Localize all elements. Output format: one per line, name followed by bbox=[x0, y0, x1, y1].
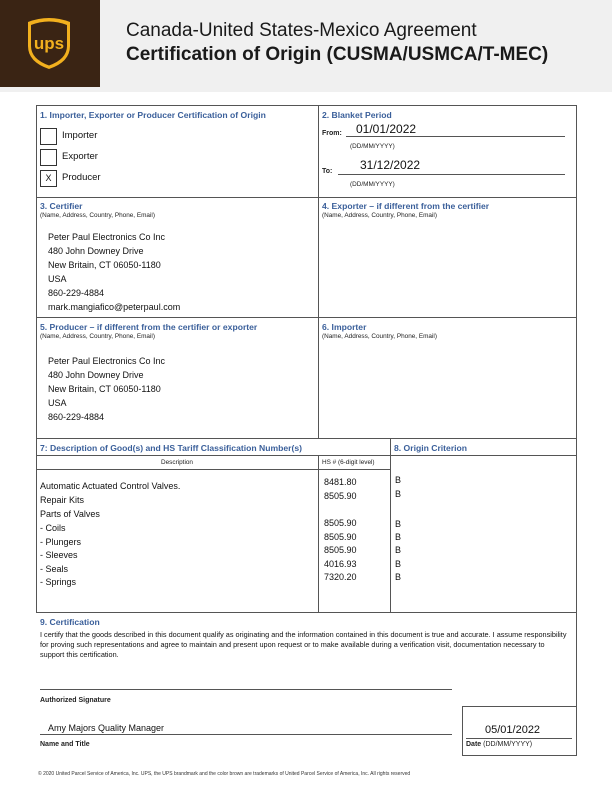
date-box-bottom bbox=[462, 755, 577, 756]
section-8-title: 8. Origin Criterion bbox=[394, 443, 468, 453]
hs-code: 7320.20 bbox=[324, 572, 357, 582]
hs-code: 8505.90 bbox=[324, 545, 357, 555]
section-1-title: 1. Importer, Exporter or Producer Certification of Origin bbox=[40, 110, 266, 120]
section-6-title: 6. Importer bbox=[322, 322, 367, 332]
name-title-line bbox=[40, 734, 452, 735]
date-label-text: Date bbox=[466, 741, 482, 748]
name-title-field[interactable]: Amy Majors Quality Manager bbox=[48, 723, 165, 733]
certifier-line: USA bbox=[48, 274, 67, 284]
origin-criterion: B bbox=[395, 532, 402, 542]
divider-col-8 bbox=[390, 438, 391, 612]
divider-colheads-7 bbox=[36, 469, 391, 470]
exporter-checkbox[interactable] bbox=[40, 149, 57, 166]
ups-logo bbox=[0, 0, 100, 87]
certifier-line: 480 John Downey Drive bbox=[48, 246, 144, 256]
origin-criterion: B bbox=[395, 559, 402, 569]
producer-label: Producer bbox=[62, 172, 101, 183]
hs-code: 8481.80 bbox=[324, 477, 357, 487]
section-4-subtitle: (Name, Address, Country, Phone, Email) bbox=[322, 212, 437, 219]
form-border-left bbox=[36, 105, 37, 612]
section-9-title: 9. Certification bbox=[40, 617, 100, 627]
producer-line: Peter Paul Electronics Co Inc bbox=[48, 356, 166, 366]
origin-criterion: B bbox=[395, 545, 402, 555]
section-5-title: 5. Producer – if different from the certifier or exporter bbox=[40, 322, 258, 332]
section-3-title: 3. Certifier bbox=[40, 201, 83, 211]
section-7-title: 7: Description of Good(s) and HS Tariff Classification Number(s) bbox=[40, 443, 302, 453]
signature-label: Authorized Signature bbox=[40, 697, 111, 704]
to-label: To: bbox=[322, 168, 333, 175]
certification-statement: I certify that the goods described in this document qualify as originating and the information contained in this document is true and accurate. I assume responsibility for proving such representations and agree to maintain and present upon request or to make available during a verification visit, documentation necessary to support this certification. bbox=[40, 630, 567, 659]
producer-checkbox[interactable]: X bbox=[40, 170, 57, 187]
certification-date-field[interactable]: 05/01/2022 bbox=[485, 724, 541, 736]
certifier-line: Peter Paul Electronics Co Inc bbox=[48, 232, 166, 242]
date-box-left bbox=[462, 706, 463, 756]
description-item: - Plungers bbox=[40, 537, 82, 547]
copyright-footer: © 2020 United Parcel Service of America, Inc. UPS, the UPS brandmark and the color brown are trademarks of United Parcel Service of America, Inc. All rights reserved bbox=[38, 771, 411, 777]
from-date-format: (DD/MM/YYYY) bbox=[350, 143, 395, 150]
to-underline bbox=[338, 174, 565, 175]
signature-line bbox=[40, 689, 452, 690]
description-item: - Sleeves bbox=[40, 550, 78, 560]
certifier-line: 860-229-4884 bbox=[48, 288, 105, 298]
hs-code: 8505.90 bbox=[324, 518, 357, 528]
importer-label: Importer bbox=[62, 130, 98, 141]
date-underline bbox=[466, 738, 572, 739]
certifier-line: New Britain, CT 06050-1180 bbox=[48, 260, 161, 270]
divider-row-1 bbox=[36, 197, 577, 198]
description-item: - Seals bbox=[40, 564, 69, 574]
divider-row-2 bbox=[36, 317, 577, 318]
date-label-format: (DD/MM/YYYY) bbox=[483, 741, 533, 748]
divider-col-mid bbox=[318, 105, 319, 439]
divider-row-4 bbox=[36, 612, 577, 613]
page-header bbox=[0, 0, 612, 92]
date-box-top bbox=[462, 706, 577, 707]
divider-header-7 bbox=[36, 455, 577, 456]
section-5-subtitle: (Name, Address, Country, Phone, Email) bbox=[40, 333, 155, 340]
date-label bbox=[466, 741, 532, 748]
form-border-right bbox=[576, 105, 577, 706]
from-underline bbox=[346, 136, 565, 137]
certifier-line: mark.mangiafico@peterpaul.com bbox=[48, 302, 181, 312]
title-line-2: Certification of Origin (CUSMA/USMCA/T-MEC) bbox=[126, 44, 549, 65]
logo-text: ups bbox=[33, 34, 65, 53]
description-item: Repair Kits bbox=[40, 495, 85, 505]
form-border-top bbox=[36, 105, 577, 106]
divider-row-3 bbox=[36, 438, 577, 439]
producer-line: USA bbox=[48, 398, 67, 408]
description-item: Automatic Actuated Control Valves. bbox=[40, 481, 181, 491]
description-item: - Springs bbox=[40, 577, 77, 587]
section-2-title: 2. Blanket Period bbox=[322, 110, 392, 120]
to-date-field[interactable]: 31/12/2022 bbox=[360, 158, 421, 172]
description-item: Parts of Valves bbox=[40, 509, 100, 519]
section-3-subtitle: (Name, Address, Country, Phone, Email) bbox=[40, 212, 155, 219]
title-line-1: Canada-United States-Mexico Agreement bbox=[126, 20, 477, 41]
hs-column-header: HS # (6-digit level) bbox=[322, 459, 375, 466]
from-label: From: bbox=[322, 130, 342, 137]
divider-col-hs bbox=[318, 455, 319, 612]
producer-line: 860-229-4884 bbox=[48, 412, 105, 422]
to-date-format: (DD/MM/YYYY) bbox=[350, 181, 395, 188]
section-4-title: 4. Exporter – if different from the certifier bbox=[322, 201, 490, 211]
name-title-label: Name and Title bbox=[40, 741, 90, 748]
hs-code: 4016.93 bbox=[324, 559, 357, 569]
origin-criterion: B bbox=[395, 475, 402, 485]
ups-shield-icon bbox=[26, 16, 72, 70]
origin-criterion: B bbox=[395, 489, 402, 499]
importer-checkbox[interactable] bbox=[40, 128, 57, 145]
section-6-subtitle: (Name, Address, Country, Phone, Email) bbox=[322, 333, 437, 340]
description-item: - Coils bbox=[40, 523, 66, 533]
date-box-right bbox=[576, 706, 577, 756]
from-date-field[interactable]: 01/01/2022 bbox=[356, 122, 417, 136]
hs-code: 8505.90 bbox=[324, 491, 357, 501]
origin-criterion: B bbox=[395, 519, 402, 529]
producer-line: 480 John Downey Drive bbox=[48, 370, 144, 380]
description-column-header: Description bbox=[161, 459, 193, 466]
hs-code: 8505.90 bbox=[324, 532, 357, 542]
origin-criterion: B bbox=[395, 572, 402, 582]
producer-line: New Britain, CT 06050-1180 bbox=[48, 384, 161, 394]
exporter-label: Exporter bbox=[62, 151, 98, 162]
